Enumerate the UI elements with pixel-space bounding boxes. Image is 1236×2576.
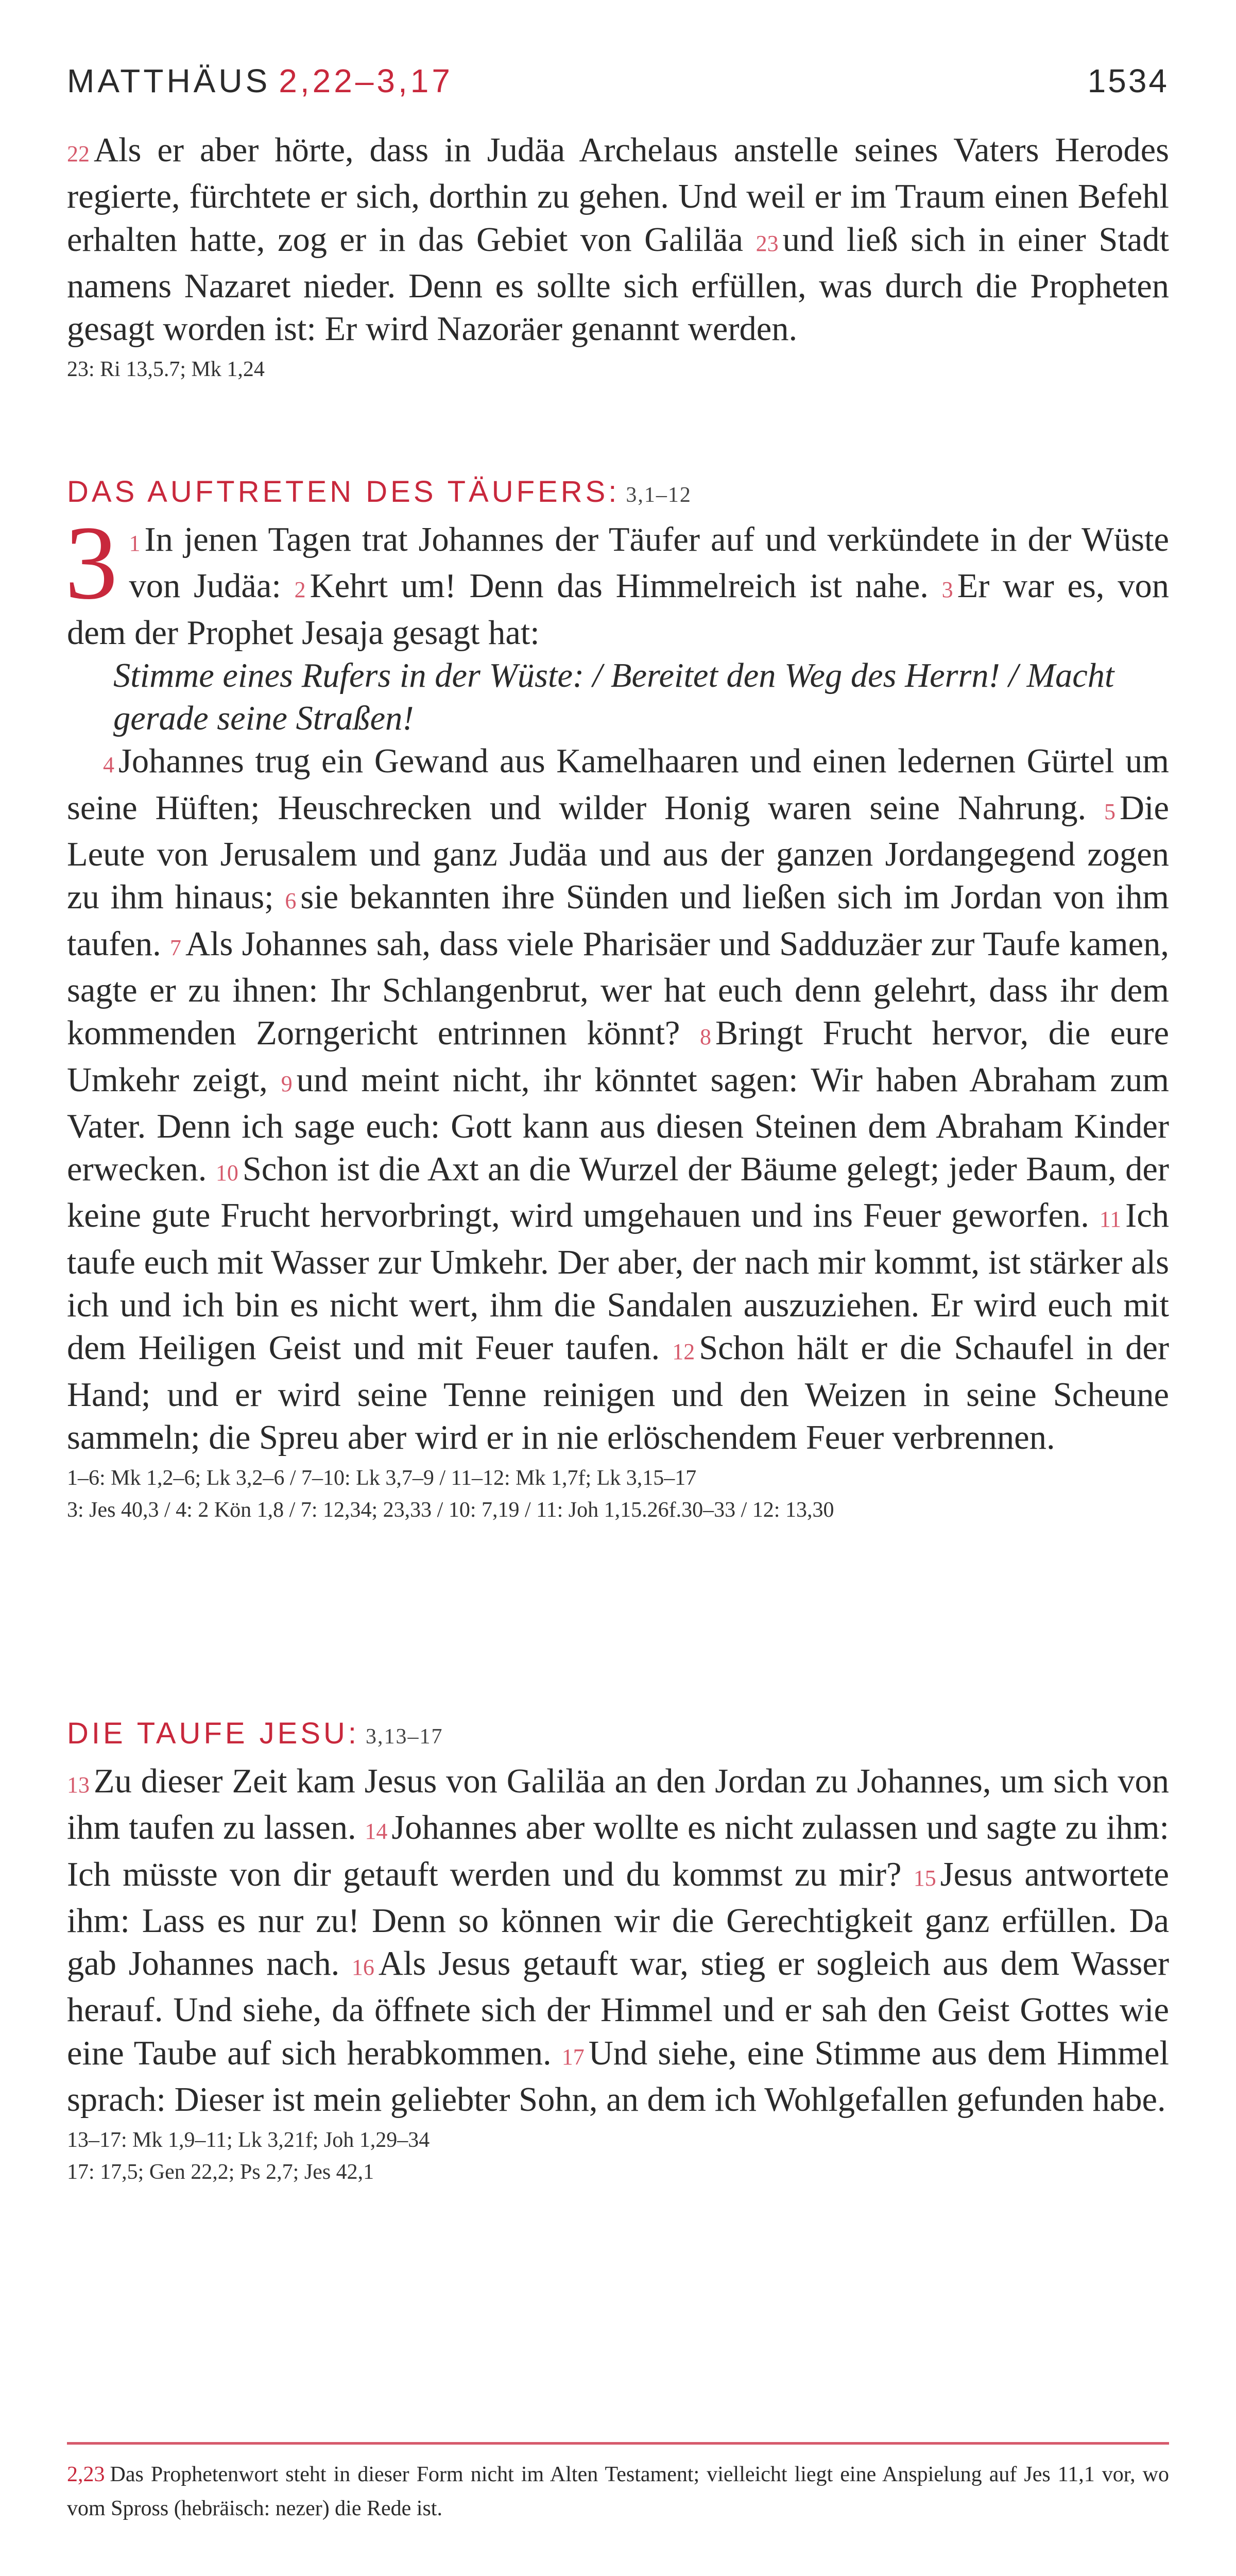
verse-number: 4 [103, 752, 114, 778]
verse-number: 9 [281, 1071, 293, 1096]
footnote-divider [67, 2442, 1169, 2445]
verse-text: Zu dieser Zeit kam Jesus von Galiläa an den Jordan zu Johannes, um sich von ihm taufen zu lassen. [67, 1762, 1169, 1847]
cross-reference: 1–6: Mk 1,2–6; Lk 3,2–6 / 7–10: Lk 3,7–9 / 11–12: Mk 1,7f; Lk 3,15–17 [67, 1466, 697, 1490]
verse-number: 16 [351, 1955, 374, 1980]
verse-text: Ich taufe euch mit Wasser zur Umkehr. Der aber, der nach mir kommt, ist stärker als ich und ich bin es nicht wert, ihm die Sandalen auszuziehen. Er wird euch mit dem Heiligen Geist und mit Feuer taufen. [67, 1197, 1170, 1367]
cross-reference: 17: 17,5; Gen 22,2; Ps 2,7; Jes 42,1 [67, 2160, 374, 2184]
verse-text: Er war es, von dem der Prophet Jesaja gesagt hat: [67, 567, 1170, 652]
book-name: MATTHÄUS [67, 62, 271, 99]
verse-text: Bringt Frucht hervor, die eure Umkehr zeigt, [67, 1014, 1170, 1099]
verse-number: 10 [215, 1160, 238, 1186]
verse-text: Johannes aber wollte es nicht zulassen und sagte zu ihm: Ich müsste von dir getauft werden und du kommst zu mir? [67, 1809, 1169, 1893]
cross-reference: 23: Ri 13,5.7; Mk 1,24 [67, 358, 265, 382]
verse-paragraph [67, 740, 1169, 1459]
verse-number: 22 [67, 141, 90, 166]
verse-paragraph [67, 129, 1169, 350]
verse-number: 23 [756, 230, 779, 256]
verse-text: Und siehe, eine Stimme aus dem Himmel sprach: Dieser ist mein geliebter Sohn, an dem ich Wohlgefallen gefunden habe. [67, 2034, 1169, 2119]
verse-number: 3 [941, 577, 953, 603]
verse-number: 15 [913, 1865, 936, 1891]
section-range: 3,13–17 [366, 1725, 443, 1749]
verse-number: 7 [170, 935, 182, 960]
verse-text: Die Leute von Jerusalem und ganz Judäa und aus der ganzen Jordangegend zogen zu ihm hinaus; [67, 789, 1170, 917]
verse-text: Als Jesus getauft war, stieg er sogleich aus dem Wasser herauf. Und siehe, da öffnete sich der Himmel und er sah den Geist Gottes wie eine Taube auf sich herabkommen. [67, 1945, 1169, 2072]
verse-number: 5 [1104, 799, 1115, 824]
footnote-text: Das Prophetenwort steht in dieser Form nicht im Alten Testament; vielleicht liegt eine Anspielung auf Jes 11,1 vor, wo vom Spross (hebräisch: nezer) die Rede ist. [67, 2463, 1169, 2520]
section-taufe [67, 1716, 1169, 2188]
verse-number: 13 [67, 1772, 90, 1798]
verse-number: 17 [561, 2044, 585, 2070]
verse-text: und ließ sich in einer Stadt namens Nazaret nieder. Denn es sollte sich erfüllen, was durch die Propheten gesagt worden ist: Er wird Nazoräer genannt werden. [67, 221, 1170, 348]
verse-text: In jenen Tagen trat Johannes der Täufer auf und verkündete in der Wüste von Judäa: [129, 521, 1169, 605]
page-number: 1534 [1087, 62, 1169, 99]
section-heading [67, 1716, 1169, 1755]
section-intro [67, 129, 1169, 385]
verse-paragraph [67, 1760, 1169, 2121]
verse-number: 2 [294, 577, 306, 603]
verse-text: und meint nicht, ihr könntet sagen: Wir haben Abraham zum Vater. Denn ich sage euch: Gott kann aus diesen Steinen dem Abraham Kinder erwecken. [67, 1061, 1169, 1189]
footnote [67, 2458, 1169, 2526]
verse-paragraph [65, 504, 1170, 654]
verse-text: Jesus antwortete ihm: Lass es nur zu! Denn so können wir die Gerechtigkeit ganz erfüllen. Da gab Johannes nach. [67, 1855, 1169, 1983]
prophecy-quote: Stimme eines Rufers in der Wüste: / Bereitet den Weg des Herrn! / Macht gerade seine Straßen! [113, 656, 1114, 738]
section-range: 3,1–12 [626, 483, 692, 507]
section-taeufer [67, 474, 1169, 1526]
verse-text: Kehrt um! Denn das Himmelreich ist nahe. [310, 567, 929, 605]
verse-text: Schon hält er die Schaufel in der Hand; und er wird seine Tenne reinigen und den Weizen in seine Scheune sammeln; die Spreu aber wird er in nie erlöschendem Feuer verbrennen. [67, 1329, 1169, 1456]
footnote-ref: 2,23 [67, 2463, 105, 2486]
section-title: DAS AUFTRETEN DES TÄUFERS: [67, 475, 620, 509]
running-title [67, 62, 453, 100]
verse-number: 6 [285, 888, 297, 914]
verse-number: 1 [129, 531, 141, 556]
verse-number: 8 [700, 1024, 711, 1050]
section-heading [67, 474, 1169, 513]
cross-reference: 13–17: Mk 1,9–11; Lk 3,21f; Joh 1,29–34 [67, 2128, 430, 2153]
verse-number: 12 [672, 1339, 695, 1365]
cross-reference: 3: Jes 40,3 / 4: 2 Kön 1,8 / 7: 12,34; 23,33 / 10: 7,19 / 11: Joh 1,15.26f.30–33 / 12: 13,30 [67, 1498, 834, 1522]
verse-text: Schon ist die Axt an die Wurzel der Bäume gelegt; jeder Baum, der keine gute Frucht hervorbringt, wird umgehauen und ins Feuer geworfen. [67, 1150, 1170, 1235]
section-title: DIE TAUFE JESU: [67, 1717, 360, 1750]
chapter-number: 3 [65, 504, 118, 621]
verse-text: Johannes trug ein Gewand aus Kamelhaaren und einen ledernen Gürtel um seine Hüften; Heuschrecken und wilder Honig waren seine Nahrung. [67, 742, 1169, 827]
chapter-body [65, 504, 1170, 1459]
chapter-range: 2,22–3,17 [279, 62, 453, 99]
verse-text: Als er aber hörte, dass in Judäa Archelaus anstelle seines Vaters Herodes regierte, fürchtete er sich, dorthin zu gehen. Und weil er im Traum einen Befehl erhalten hatte, zog er in das Gebiet von Galiläa [67, 131, 1169, 259]
verse-number: 11 [1099, 1207, 1122, 1232]
verse-text: Als Johannes sah, dass viele Pharisäer und Sadduzäer zur Taufe kamen, sagte er zu ihnen: Ihr Schlangenbrut, wer hat euch denn gelehrt, dass ihr dem kommenden Zorngericht entrinnen könnt? [67, 925, 1170, 1053]
verse-number: 14 [365, 1819, 388, 1844]
page-header [67, 62, 1169, 103]
verse-text: sie bekannten ihre Sünden und ließen sich im Jordan von ihm taufen. [67, 878, 1169, 963]
